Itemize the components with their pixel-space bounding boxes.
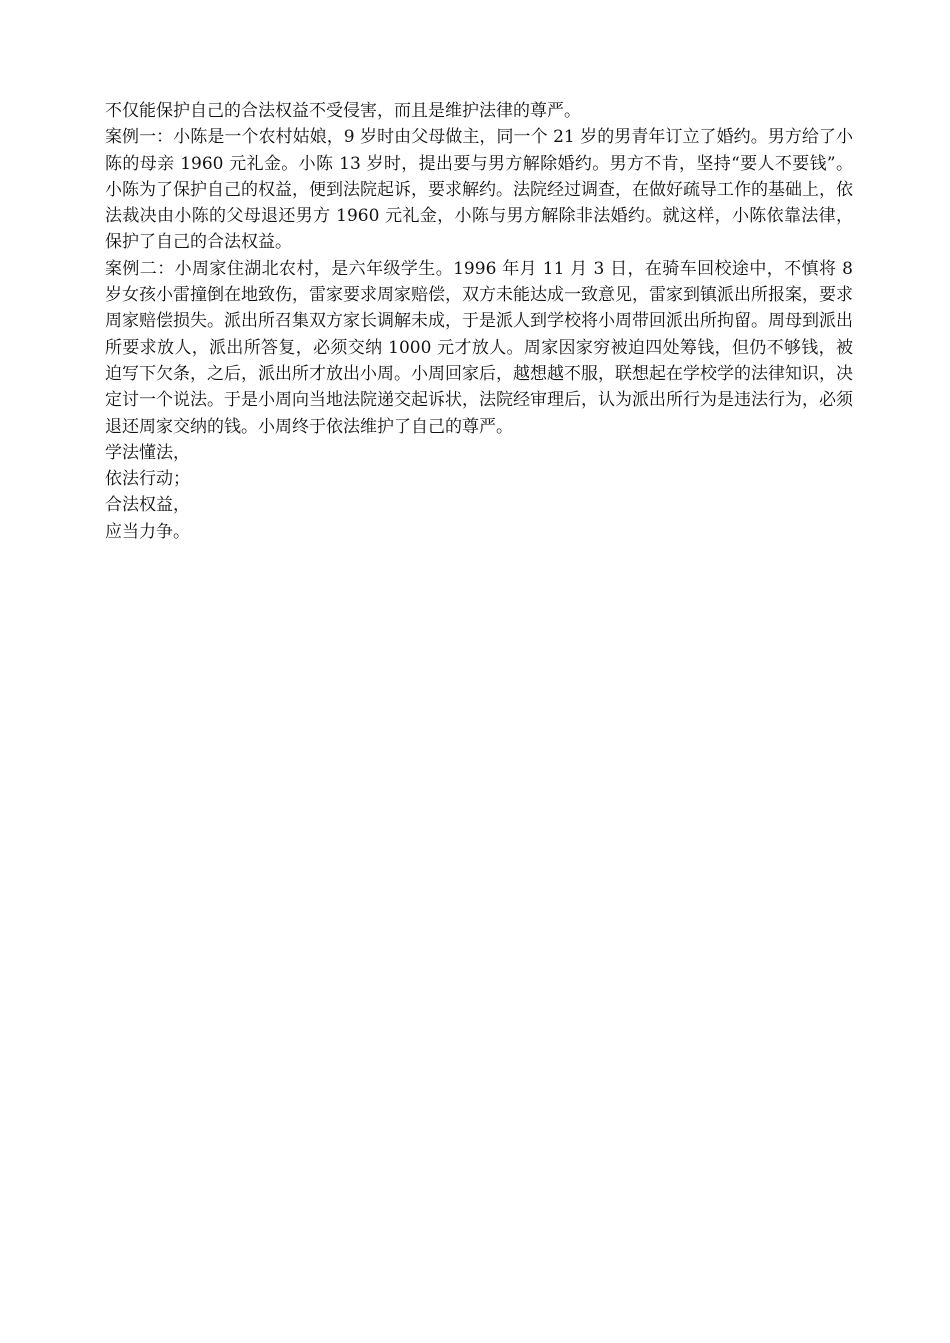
verse-line-2: 依法行动； <box>105 469 190 490</box>
document-body <box>105 98 853 545</box>
verse-line-4: 应当力争。 <box>105 521 190 542</box>
verse-line-1: 学法懂法， <box>105 442 190 463</box>
verse-line-3: 合法权益， <box>105 495 190 516</box>
case-one-paragraph: 案例一：小陈是一个农村姑娘，9 岁时由父母做主，同一个 21 岁的男青年订立了婚约。男方给了小陈的母亲 1960 元礼金。小陈 13 岁时，提出要与男方解除婚约。男方不肯，坚持“要人不要钱”。小陈为了保护自己的权益，便到法院起诉，要求解约。法院经过调查，在做好疏导工作的基础上，依法裁决由小陈的父母退还男方 1960 元礼金，小陈与男方解除非法婚约。就这样，小陈依靠法律，保护了自己的合法权益。 <box>105 127 853 253</box>
case-two-paragraph: 案例二：小周家住湖北农村，是六年级学生。1996 年月 11 月 3 日，在骑车回校途中，不慎将 8 岁女孩小雷撞倒在地致伤，雷家要求周家赔偿，双方未能达成一致意见，雷家到镇派出所报案，要求周家赔偿损失。派出所召集双方家长调解未成，于是派人到学校将小周带回派出所拘留。周母到派出所要求放人，派出所答复，必须交纳 1000 元才放人。周家因家穷被迫四处筹钱，但仍不够钱，被迫写下欠条，之后，派出所才放出小周。小周回家后，越想越不服，联想起在学校学的法律知识，决定讨一个说法。于是小周向当地法院递交起诉状，法院经审理后，认为派出所行为是违法行为，必须退还周家交纳的钱。小周终于依法维护了自己的尊严。 <box>105 258 853 437</box>
intro-paragraph: 不仅能保护自己的合法权益不受侵害，而且是维护法律的尊严。 <box>105 101 581 121</box>
closing-verse <box>105 440 853 545</box>
